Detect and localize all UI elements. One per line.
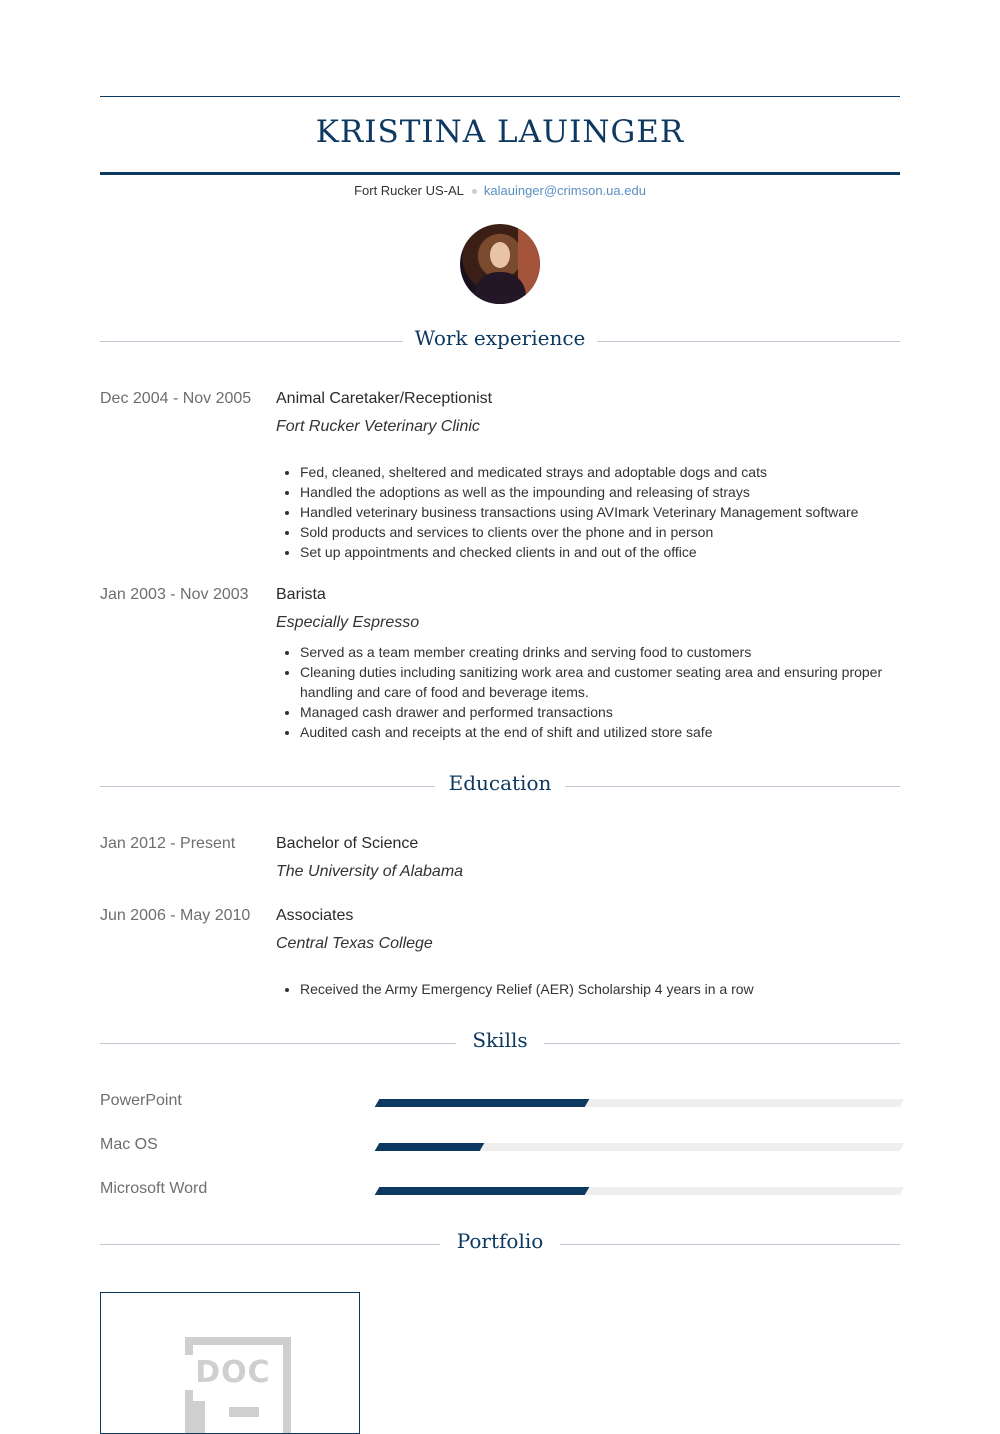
section-title: Education — [448, 771, 552, 795]
entry-degree: Associates — [276, 907, 354, 924]
skill-bar — [375, 1099, 905, 1107]
section-work-experience — [100, 326, 900, 356]
entry-bullets — [276, 979, 900, 999]
list-item: • Fed, cleaned, sheltered and medicated strays and adoptable dogs and cats — [300, 462, 900, 482]
list-item: • Cleaning duties including sanitizing work area and customer seating area and ensuring proper handling and care of food and beverage items. — [300, 662, 900, 702]
email-link[interactable]: kalauinger@crimson.ua.edu — [483, 183, 646, 198]
entry-bullets — [276, 642, 900, 742]
skill-name: Mac OS — [100, 1136, 158, 1153]
section-title: Portfolio — [456, 1229, 544, 1253]
list-item: • Set up appointments and checked clients in and out of the office — [300, 542, 900, 562]
document-icon — [185, 1337, 291, 1434]
separator-dot-icon — [472, 189, 477, 194]
list-item: • Audited cash and receipts at the end of shift and utilized store safe — [300, 722, 900, 742]
header-top-rule — [100, 96, 900, 97]
entry-organization: Fort Rucker Veterinary Clinic — [276, 418, 480, 435]
header-bottom-rule — [100, 172, 900, 175]
entry-date: Jan 2003 - Nov 2003 — [100, 586, 249, 603]
contact-line — [100, 183, 900, 198]
entry-degree: Bachelor of Science — [276, 835, 419, 852]
entry-bullets — [276, 462, 900, 562]
skill-bar — [375, 1187, 905, 1195]
skill-bar-fill — [375, 1187, 590, 1195]
location-text: Fort Rucker US-AL — [354, 183, 464, 198]
list-item: • Sold products and services to clients over the phone and in person — [300, 522, 900, 542]
entry-school: Central Texas College — [276, 935, 433, 952]
skill-bar-fill — [375, 1099, 590, 1107]
candidate-name: KRISTINA LAUINGER — [315, 114, 685, 150]
list-item: • Handled the adoptions as well as the impounding and releasing of strays — [300, 482, 900, 502]
entry-date: Jan 2012 - Present — [100, 835, 236, 852]
entry-date: Dec 2004 - Nov 2005 — [100, 390, 252, 407]
portfolio-item[interactable] — [100, 1292, 360, 1434]
entry-role: Animal Caretaker/Receptionist — [276, 390, 493, 407]
avatar — [460, 224, 540, 304]
skill-name: PowerPoint — [100, 1092, 182, 1109]
entry-organization: Especially Espresso — [276, 614, 420, 631]
section-skills — [100, 1028, 900, 1058]
entry-date: Jun 2006 - May 2010 — [100, 907, 251, 924]
list-item: • Received the Army Emergency Relief (AER) Scholarship 4 years in a row — [300, 979, 900, 999]
entry-school: The University of Alabama — [276, 863, 464, 880]
section-title: Work experience — [414, 326, 586, 350]
section-title: Skills — [472, 1028, 528, 1052]
entry-role: Barista — [276, 586, 326, 603]
section-portfolio — [100, 1229, 900, 1259]
skill-bar-fill — [375, 1143, 485, 1151]
list-item: • Handled veterinary business transactions using AVImark Veterinary Management software — [300, 502, 900, 522]
document-icon-label: DOC — [185, 1355, 281, 1390]
list-item: • Managed cash drawer and performed transactions — [300, 702, 900, 722]
list-item: • Served as a team member creating drinks and serving food to customers — [300, 642, 900, 662]
skill-bar — [375, 1143, 905, 1151]
skill-name: Microsoft Word — [100, 1180, 208, 1197]
section-education — [100, 771, 900, 801]
